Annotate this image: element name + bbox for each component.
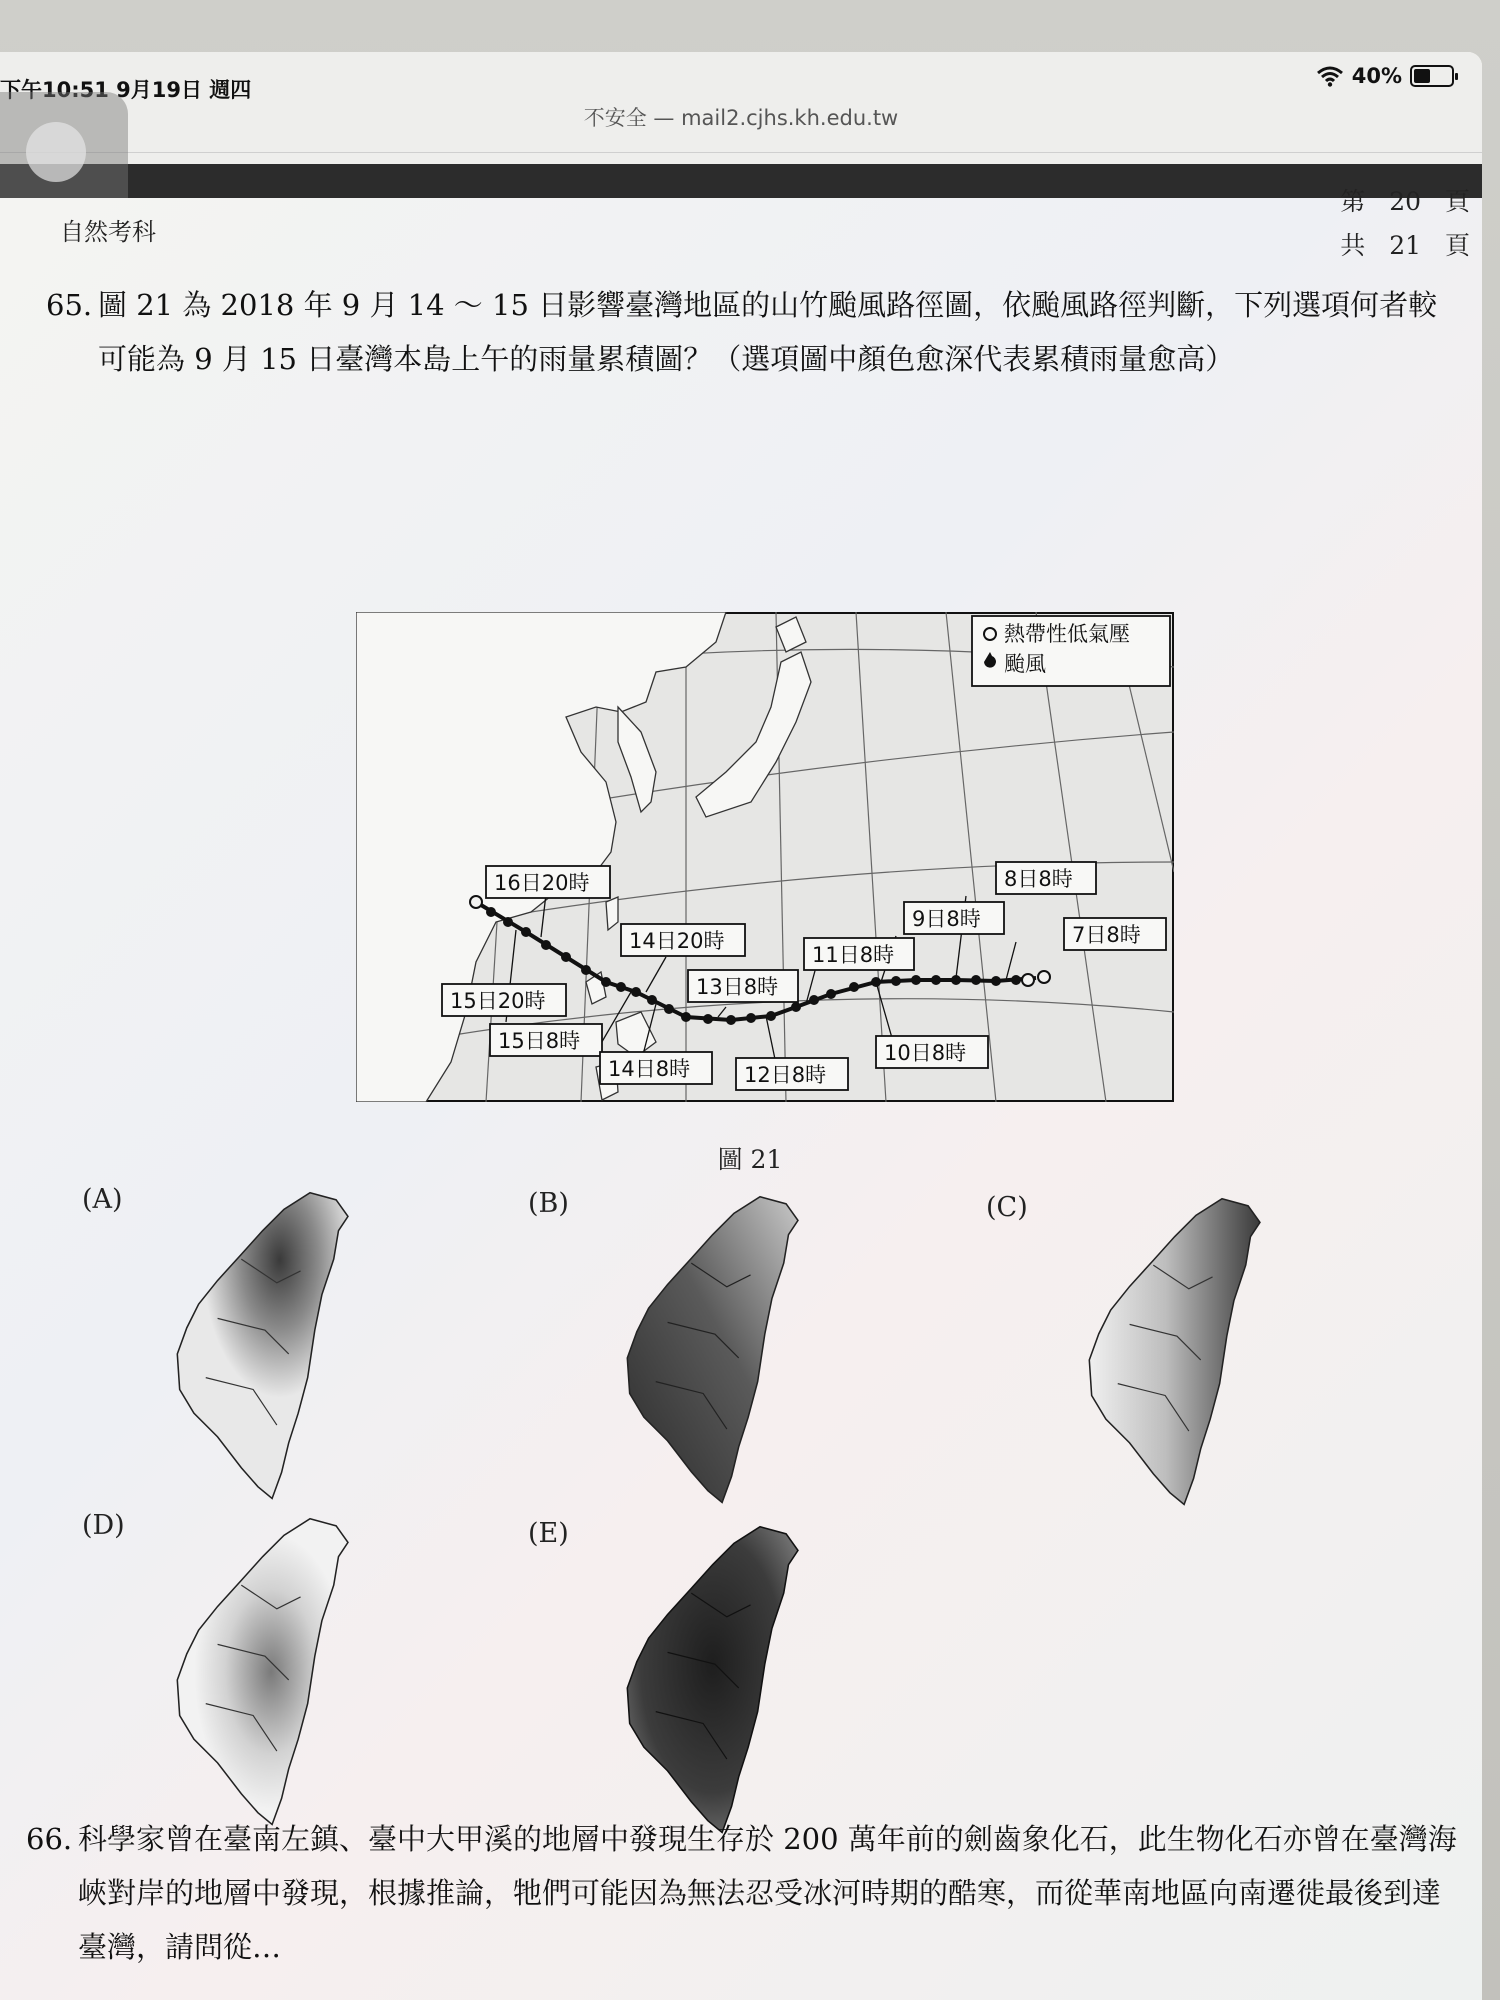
question-text: 圖 21 為 2018 年 9 月 14 ～ 15 日影響臺灣地區的山竹颱風路徑圖，依颱風路徑判斷，下列選項何者較可能為 9 月 15 日臺灣本島上午的雨量累積圖？（選項圖中顏色愈深代表累積雨量愈高）: [98, 288, 1438, 376]
legend-depression: 熱帶性低氣壓: [1004, 622, 1130, 646]
map-legend: [972, 616, 1170, 686]
battery-icon: [1410, 65, 1454, 87]
typhoon-track-map: [356, 612, 1174, 1102]
option-c-rain-map: [1082, 1194, 1272, 1514]
option-d-rain-map: [170, 1514, 360, 1834]
status-right: [1316, 64, 1454, 88]
label-13d8h: 13日8時: [696, 975, 779, 999]
label-9d8h: 9日8時: [912, 907, 981, 931]
toolbar-divider: [0, 152, 1482, 153]
option-e-label: (E): [528, 1518, 569, 1549]
status-bar: [0, 52, 1482, 202]
toolbar-bar: [0, 164, 1482, 198]
battery-percent: 40%: [1351, 64, 1402, 88]
option-b-rain-map: [620, 1192, 810, 1512]
page-number: [1340, 180, 1470, 268]
question-65: [46, 278, 1456, 386]
label-11d8h: 11日8時: [812, 943, 895, 967]
legend-typhoon: 颱風: [1004, 652, 1046, 676]
option-b-label: (B): [528, 1188, 569, 1219]
page-total: 共 21 頁: [1340, 231, 1470, 260]
label-7d8h: 7日8時: [1072, 923, 1141, 947]
label-14d8h: 14日8時: [608, 1057, 691, 1081]
option-a-label: (A): [82, 1184, 123, 1215]
option-e-rain-map: [620, 1522, 810, 1842]
status-time: 下午10:51 9月19日 週四: [0, 78, 252, 102]
label-10d8h: 10日8時: [884, 1041, 967, 1065]
option-c-label: (C): [986, 1192, 1028, 1223]
wifi-icon: [1316, 65, 1344, 87]
figure-caption: 圖 21: [717, 1145, 783, 1174]
label-8d8h: 8日8時: [1004, 867, 1073, 891]
question-text: 科學家曾在臺南左鎮、臺中大甲溪的地層中發現生存於 200 萬年前的劍齒象化石，此生物化石亦曾在臺灣海峽對岸的地層中發現，根據推論，牠們可能因為無法忍受冰河時期的酷寒，而從華南地區向南遷徙最後到達臺灣，請問從…: [78, 1822, 1457, 1964]
option-d-label: (D): [82, 1510, 125, 1541]
depression-icon: [984, 628, 996, 640]
subject-header: 自然考科: [60, 218, 156, 246]
address-bar[interactable]: 不安全 — mail2.cjhs.kh.edu.tw: [583, 106, 899, 130]
page-current: 第 20 頁: [1340, 187, 1470, 216]
label-14d20h: 14日20時: [629, 929, 725, 953]
label-15d20h: 15日20時: [450, 989, 546, 1013]
option-a-rain-map: [170, 1188, 360, 1508]
question-66: [26, 1812, 1466, 1974]
question-number: 65.: [46, 288, 93, 322]
label-15d8h: 15日8時: [498, 1029, 581, 1053]
label-16d20h: 16日20時: [494, 871, 590, 895]
question-number: 66.: [26, 1822, 73, 1856]
label-12d8h: 12日8時: [744, 1063, 827, 1087]
